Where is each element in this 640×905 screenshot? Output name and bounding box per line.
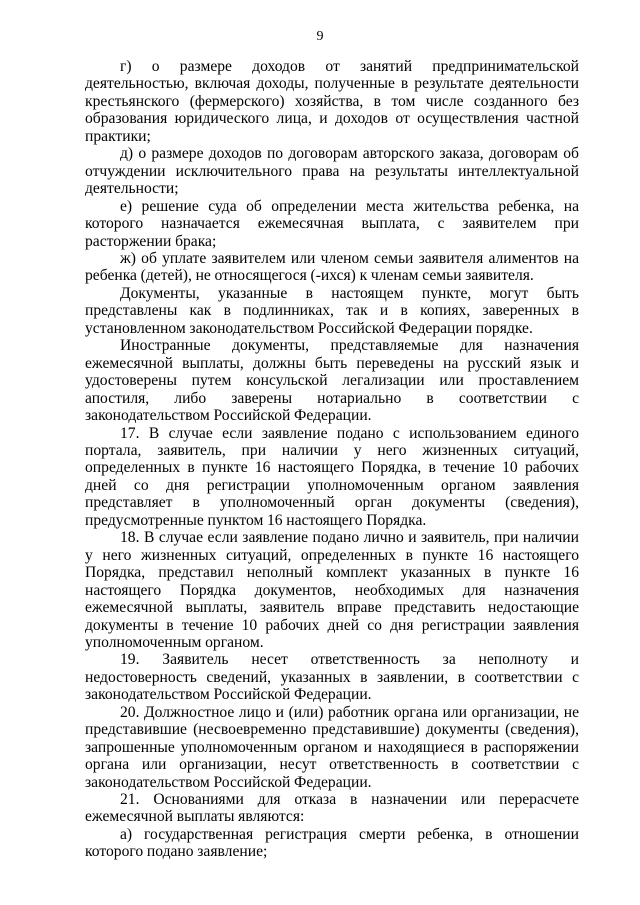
paragraph-19: 19. Заявитель несет ответственность за неполноту и недостоверность сведений, указанных в заявлении, в соответствии с законодательством Российской Федерации. [85, 651, 579, 704]
page-number: 9 [316, 29, 324, 44]
paragraph-20: 20. Должностное лицо и (или) работник органа или организации, не представившие (несвоевременно представившие) документы (сведения), запрошенные уполномоченным органом и находящиеся в распоряжении органа или организации, несут ответственность в соответствии с законодательством Российской Федерации. [85, 703, 579, 791]
paragraph-21: 21. Основаниями для отказа в назначении или перерасчете ежемесячной выплаты являются: [85, 791, 579, 826]
paragraph-a-death-registration: а) государственная регистрация смерти ребенка, в отношении которого подано заявление; [85, 825, 579, 861]
paragraph-d-author-income: д) о размере доходов по договорам авторского заказа, договорам об отчуждении исключительного права на результаты интеллектуальной деятельности; [85, 145, 579, 198]
paragraph-17: 17. В случае если заявление подано с использованием единого портала, заявитель, при наличии у него жизненных ситуаций, определенных в пункте 16 настоящего Порядка, в течение 10 рабочих дней со дня регистрации уполномоченным органом заявления представляет в уполномоченный орган документы (сведения), предусмотренные пунктом 16 настоящего Порядка. [85, 424, 579, 529]
paragraph-foreign-documents: Иностранные документы, представляемые для назначения ежемесячной выплаты, должны быть переведены на русский язык и удостоверены путем консульской легализации или проставлением апостиля, либо заверены нотариально в соответствии с законодательством Российской Федерации. [85, 337, 579, 425]
document-body [85, 58, 579, 861]
paragraph-documents-copies: Документы, указанные в настоящем пункте, могут быть представлены как в подлинниках, так и в копиях, заверенных в установленном законодательством Российской Федерации порядке. [85, 284, 579, 337]
paragraph-g-business-income: г) о размере доходов от занятий предпринимательской деятельностью, включая доходы, полученные в результате деятельности крестьянского (фермерского) хозяйства, в том числе созданного без образования юридического лица, и доходов от осуществления частной практики; [85, 58, 579, 145]
paragraph-18: 18. В случае если заявление подано лично и заявитель, при наличии у него жизненных ситуаций, определенных в пункте 16 настоящего Порядка, представил неполный комплект указанных в пункте 16 настоящего Порядка документов, необходимых для назначения ежемесячной выплаты, заявитель вправе представить недостающие документы в течение 10 рабочих дней со дня регистрации заявления уполномоченным органом. [85, 529, 579, 651]
paragraph-e-court-decision: е) решение суда об определении места жительства ребенка, на которого назначается ежемесячная выплата, с заявителем при расторжении брака; [85, 197, 579, 250]
paragraph-zh-alimony: ж) об уплате заявителем или членом семьи заявителя алиментов на ребенка (детей), не относящегося (-ихся) к членам семьи заявителя. [85, 249, 579, 285]
